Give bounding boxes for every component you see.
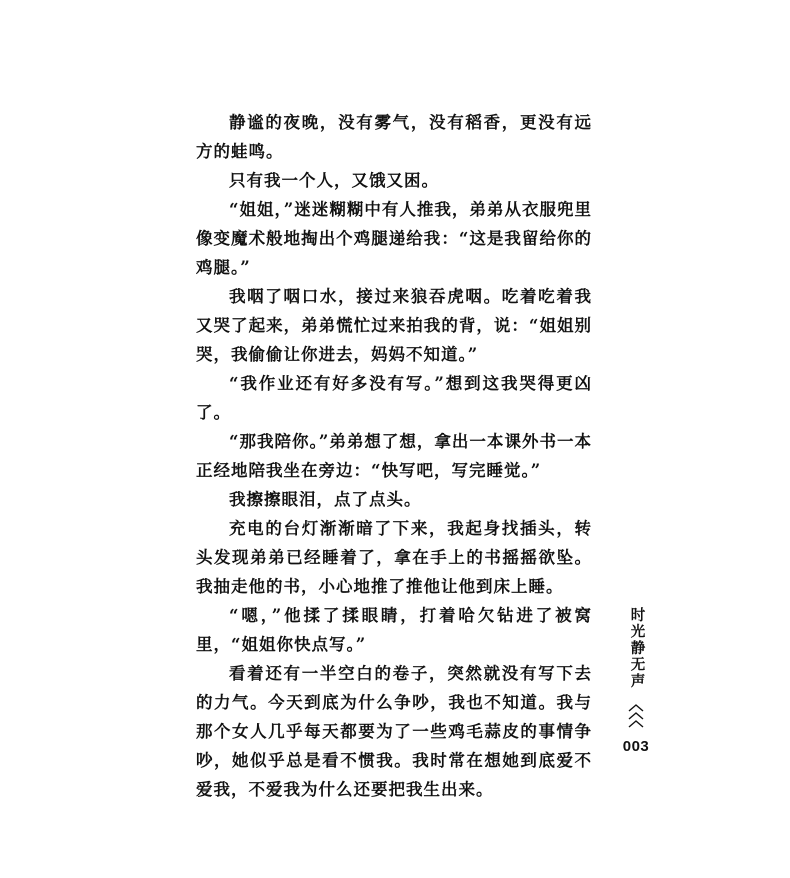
paragraph-8: 充电的台灯渐渐暗了下来，我起身找插头，转头发现弟弟已经睡着了，拿在手上的书摇摇欲坠。我抽走他的书，小心地推了推他让他到床上睡。 <box>196 519 592 596</box>
paragraph-2: 只有我一个人，又饿又困。 <box>229 171 439 190</box>
body-text <box>196 108 592 804</box>
running-footer <box>622 607 650 755</box>
paragraph-4: 我咽了咽口水，接过来狼吞虎咽。吃着吃着我又哭了起来，弟弟慌忙过来拍我的背，说：“姐姐别哭，我偷偷让你进去，妈妈不知道。” <box>196 287 592 364</box>
paragraph-3: “姐姐，”迷迷糊糊中有人推我，弟弟从衣服兜里像变魔术般地掏出个鸡腿递给我：“这是我留给你的鸡腿。” <box>196 200 592 277</box>
paragraph-6: “那我陪你。”弟弟想了想，拿出一本课外书一本正经地陪我坐在旁边：“快写吧，写完睡觉。” <box>196 432 592 480</box>
book-title: 时光静无声 <box>628 607 645 690</box>
page-number: 003 <box>622 737 650 755</box>
paragraph-1: 静谧的夜晚，没有雾气，没有稻香，更没有远方的蛙鸣。 <box>196 113 592 161</box>
paragraph-10: 看着还有一半空白的卷子，突然就没有写下去的力气。今天到底为什么争吵，我也不知道。我与那个女人几乎每天都要为了一些鸡毛蒜皮的事情争吵，她似乎总是看不惯我。我时常在想她到底爱不爱我，不爱我为什么还要把我生出来。 <box>196 664 592 799</box>
paragraph-5: “我作业还有好多没有写。”想到这我哭得更凶了。 <box>196 374 592 422</box>
paragraph-9: “嗯，”他揉了揉眼睛，打着哈欠钻进了被窝里，“姐姐你快点写。” <box>196 606 592 654</box>
triple-chevron-up-icon <box>626 702 646 732</box>
paragraph-7: 我擦擦眼泪，点了点头。 <box>229 490 422 509</box>
